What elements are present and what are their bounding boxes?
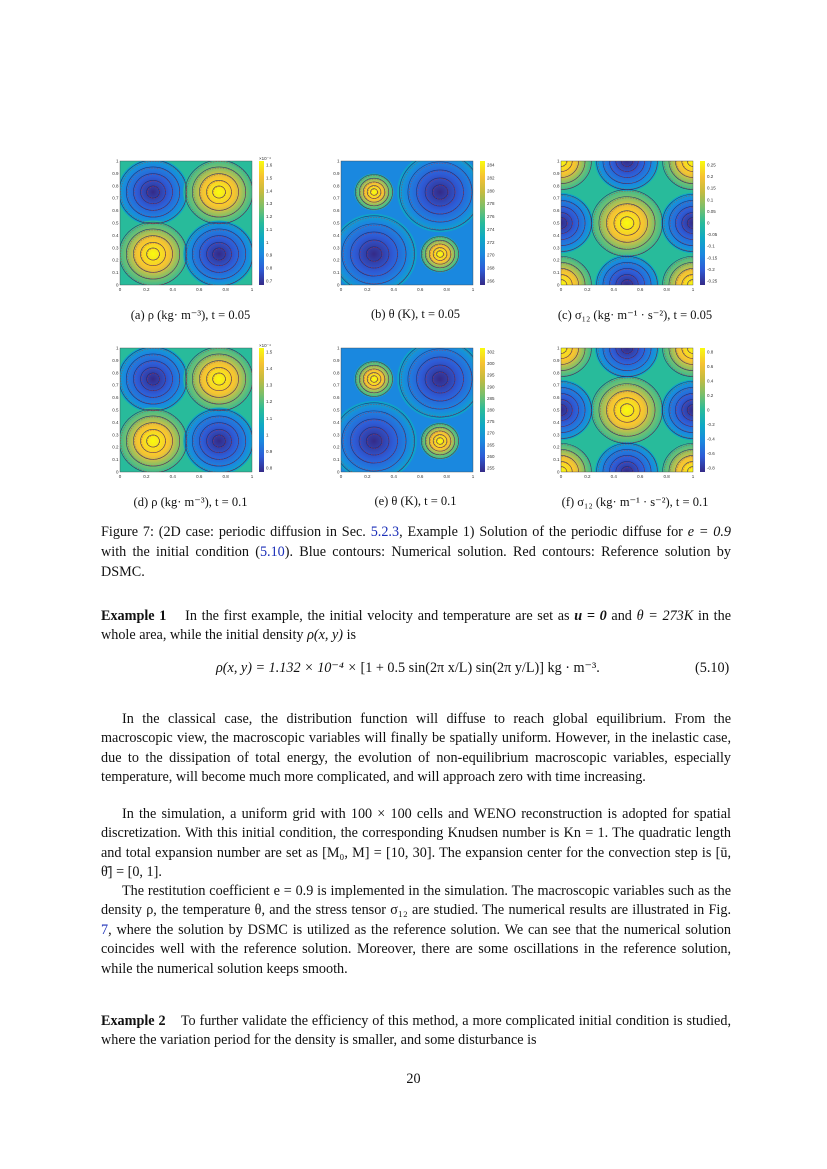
y-tick-label: 0.4 [112, 232, 119, 238]
colorbar-tick-label: 1.1 [266, 226, 273, 232]
colorbar-tick-label: 266 [487, 278, 495, 284]
colorbar-tick-label: 280 [487, 188, 495, 194]
colorbar-tick-label: 1.4 [266, 188, 273, 194]
y-tick-label: 0.9 [333, 170, 340, 176]
colorbar-tick-label: 1.5 [266, 349, 273, 355]
colorbar-tick-label: 0.05 [707, 208, 716, 214]
y-tick-label: 0.8 [553, 183, 560, 189]
paragraph-2: In the simulation, a uniform grid with 100 × 100 cells and WENO reconstruction is adopted for spatial discretization. With this initial condition, the corresponding Knudsen number is Kn = 1. The quadratic length and total expansion number are set as [M₀, M] = [10, 30]. The expansion center for the convection step is [ū, θ̄] = [0, 1]. [101, 806, 731, 881]
colorbar-tick-label: 1.6 [266, 162, 273, 168]
x-tick-label: 0.6 [637, 287, 644, 292]
y-tick-label: 0.6 [333, 395, 340, 401]
y-tick-label: 0.1 [333, 457, 340, 463]
x-tick-label: 0.8 [663, 287, 670, 292]
colorbar-tick-label: 1.5 [266, 175, 273, 181]
colorbar-tick-label: -0.6 [707, 451, 715, 456]
colorbar-tick-label: 0.9 [266, 252, 273, 258]
x-tick-label: 0.6 [417, 474, 424, 479]
equation-number: (5.10) [695, 660, 730, 676]
panel-e [333, 342, 508, 482]
x-tick-label: 0.6 [196, 474, 203, 479]
y-tick-label: 0.3 [333, 245, 340, 251]
colorbar-tick-label: 0.8 [707, 349, 714, 355]
y-tick-label: 1 [556, 158, 560, 164]
y-tick-label: 0.7 [112, 382, 119, 388]
colorbar-tick-label: 255 [487, 465, 495, 471]
y-tick-label: 0.4 [333, 232, 340, 238]
colorbar-tick-label: 1.4 [266, 366, 273, 372]
colorbar-tick-label: -0.4 [707, 436, 715, 442]
x-tick-label: 1 [250, 287, 254, 292]
colorbar-tick-label: -0.2 [707, 422, 715, 427]
y-tick-label: 0 [336, 469, 340, 475]
x-tick-label: 0.4 [610, 287, 617, 292]
colorbar-tick-label: 0.6 [707, 364, 714, 369]
y-tick-label: 0.8 [333, 370, 340, 376]
y-tick-label: 0.3 [112, 432, 119, 438]
y-tick-label: 0.1 [553, 270, 560, 276]
y-tick-label: 1 [115, 345, 119, 351]
colorbar-tick-label: 270 [487, 252, 495, 258]
y-tick-label: 0.7 [333, 382, 340, 388]
x-tick-label: 0.8 [222, 287, 229, 292]
colorbar-tick-label: 276 [487, 214, 495, 220]
x-tick-label: 0.4 [390, 474, 397, 479]
paragraph-1: In the classical case, the distribution function will diffuse to reach global equilibrium. From the macroscopic view, the macroscopic variables will finally be spatially uniform. However, in the inelastic case, due to the dissipation of total energy, the evolution of non-equilibrium macroscopic variables, especially temperature, will become much more complicated, and will approach zero with time increasing. [101, 711, 731, 786]
colorbar-tick-label: 280 [487, 407, 495, 413]
caption-e: (e) θ (K), t = 0.1 [374, 494, 457, 508]
y-tick-label: 0.1 [112, 457, 119, 463]
y-tick-label: 0.4 [553, 419, 560, 425]
caption-c: (c) σ₁₂ (kg· m⁻¹ · s⁻²), t = 0.05 [557, 308, 713, 322]
example-2-intro: Example 2 To further validate the efficiency of this method, a more complicated initial condition is studied, where the variation period for the density is smaller, and some disturbance is [101, 1013, 731, 1049]
y-tick-label: 0.2 [112, 257, 119, 263]
y-tick-label: 0.9 [112, 357, 119, 363]
x-tick-label: 0.8 [443, 474, 450, 479]
y-tick-label: 0.4 [112, 419, 119, 425]
y-tick-label: 1 [115, 158, 119, 164]
colorbar-tick-label: 260 [487, 453, 495, 459]
y-tick-label: 0.8 [112, 370, 119, 376]
colorbar-tick-label: 0.2 [707, 393, 714, 398]
colorbar-tick-label: 0.9 [266, 448, 273, 454]
y-tick-label: 0.2 [333, 444, 340, 450]
y-tick-label: 0.8 [553, 370, 560, 376]
contour-plot-f [553, 342, 728, 482]
y-tick-label: 0.9 [553, 170, 560, 176]
y-tick-label: 0 [336, 282, 340, 288]
x-tick-label: 0.8 [663, 474, 670, 479]
colorbar-tick-label: 285 [487, 395, 495, 401]
y-tick-label: 0.4 [333, 419, 340, 425]
y-tick-label: 0.2 [112, 444, 119, 450]
x-tick-label: 0.2 [364, 287, 371, 292]
colorbar-tick-label: 1.3 [266, 382, 273, 388]
y-tick-label: 0 [115, 282, 119, 288]
panel-b [333, 155, 508, 295]
fig-ref-link[interactable]: 7 [101, 921, 109, 938]
colorbar-tick-label: 284 [487, 162, 495, 168]
x-tick-label: 0.2 [584, 287, 591, 292]
colorbar-tick-label: 275 [487, 419, 495, 425]
colorbar [700, 161, 705, 285]
caption-d: (d) ρ (kg· m⁻³), t = 0.1 [133, 495, 248, 509]
y-tick-label: 0 [115, 469, 119, 475]
y-tick-label: 0.5 [333, 220, 340, 226]
colorbar-tick-label: -0.2 [707, 266, 715, 272]
colorbar-tick-label: -0.1 [707, 243, 715, 249]
y-tick-label: 0.1 [553, 457, 560, 463]
colorbar-tick-label: 1 [266, 432, 269, 438]
colorbar-tick-label: 1.2 [266, 399, 273, 405]
colorbar-tick-label: 1 [266, 239, 269, 245]
x-tick-label: 0 [559, 287, 563, 292]
example-2-label: Example 2 [101, 1013, 166, 1029]
y-tick-label: 0.4 [553, 232, 560, 238]
sec-ref-link[interactable]: 5.2.3 [370, 524, 400, 540]
x-tick-label: 0.2 [364, 474, 371, 479]
y-tick-label: 0.9 [553, 357, 560, 363]
colorbar-tick-label: 0.2 [707, 174, 714, 180]
x-tick-label: 1 [471, 287, 475, 292]
y-tick-label: 0.5 [112, 407, 119, 413]
caption-a: (a) ρ (kg· m⁻³), t = 0.05 [130, 308, 251, 322]
y-tick-label: 1 [556, 345, 560, 351]
y-tick-label: 0.6 [333, 208, 340, 214]
x-tick-label: 0.8 [222, 474, 229, 479]
y-tick-label: 0.6 [112, 395, 119, 401]
colorbar-tick-label: 1.1 [266, 415, 273, 421]
y-tick-label: 0.6 [553, 395, 560, 401]
y-tick-label: 0.1 [333, 270, 340, 276]
panel-f [553, 342, 728, 482]
colorbar [259, 348, 264, 472]
y-tick-label: 1 [336, 345, 340, 351]
x-tick-label: 0.2 [143, 287, 150, 292]
colorbar [480, 161, 485, 285]
x-tick-label: 0.6 [637, 474, 644, 479]
colorbar-tick-label: 1.3 [266, 201, 273, 207]
colorbar [480, 348, 485, 472]
eq-ref-link[interactable]: 5.10 [259, 544, 285, 560]
y-tick-label: 0.2 [553, 257, 560, 263]
x-tick-label: 0.8 [443, 287, 450, 292]
colorbar-tick-label: 268 [487, 265, 495, 271]
colorbar-tick-label: 272 [487, 239, 495, 245]
colorbar-exponent: ×10⁻⁴ [259, 156, 271, 161]
y-tick-label: 0.2 [333, 257, 340, 263]
x-tick-label: 0 [559, 474, 563, 479]
colorbar-tick-label: 274 [487, 226, 495, 232]
figure-caption: Figure 7: (2D case: periodic diffusion in Sec. 5.2.3, Example 1) Solution of the periodic diffuse for e = 0.9 with the initial condition (5.10). Blue contours: Numerical solution. Red contours: Reference solution by DSMC. [101, 524, 732, 580]
y-tick-label: 0.5 [553, 407, 560, 413]
colorbar-tick-label: -0.05 [707, 232, 718, 238]
colorbar-tick-label: 0 [707, 220, 710, 226]
y-tick-label: 0.9 [333, 357, 340, 363]
colorbar-exponent: ×10⁻⁴ [259, 343, 271, 348]
colorbar-tick-label: 290 [487, 384, 495, 390]
colorbar-tick-label: 0.15 [707, 185, 716, 191]
colorbar-tick-label: 1.2 [266, 214, 273, 220]
colorbar [259, 161, 264, 285]
x-tick-label: 0.6 [417, 287, 424, 292]
y-tick-label: 0.2 [553, 444, 560, 450]
example-1-intro: Example 1 In the first example, the initial velocity and temperature are set as u = 0 and θ = 273K in the whole area, while the initial density ρ(x, y) is [101, 608, 731, 644]
y-tick-label: 0.8 [333, 183, 340, 189]
colorbar-tick-label: 270 [487, 430, 495, 436]
colorbar-tick-label: 278 [487, 201, 495, 207]
y-tick-label: 0.5 [553, 220, 560, 226]
colorbar-tick-label: 0.4 [707, 378, 714, 384]
colorbar-tick-label: 0.8 [266, 265, 273, 271]
x-tick-label: 1 [250, 474, 254, 479]
example-1-label: Example 1 [101, 608, 167, 624]
x-tick-label: 0.4 [610, 474, 617, 479]
y-tick-label: 0.9 [112, 170, 119, 176]
colorbar-tick-label: 0.8 [266, 465, 273, 471]
x-tick-label: 0 [339, 287, 343, 292]
colorbar-tick-label: 0 [707, 407, 710, 413]
colorbar-tick-label: 282 [487, 175, 495, 181]
caption-b: (b) θ (K), t = 0.05 [370, 307, 461, 321]
x-tick-label: 0.4 [390, 287, 397, 292]
colorbar-tick-label: 265 [487, 442, 495, 448]
colorbar-tick-label: 0.25 [707, 162, 716, 168]
x-tick-label: 1 [471, 474, 475, 479]
colorbar-tick-label: 0.1 [707, 197, 714, 203]
page-number: 20 [406, 1071, 421, 1087]
y-tick-label: 0 [556, 469, 560, 475]
colorbar-tick-label: -0.8 [707, 465, 715, 471]
colorbar-tick-label: -0.25 [707, 278, 718, 284]
y-tick-label: 0.3 [333, 432, 340, 438]
equation-5-10: ρ(x, y) = 1.132 × 10⁻⁴ × [1 + 0.5 sin(2π x/L) sin(2π y/L)] kg · m⁻³. [216, 660, 600, 676]
paragraph-3: The restitution coefficient e = 0.9 is implemented in the simulation. The macroscopic variables such as the density ρ, the temperature θ, and the stress tensor σ₁₂ are studied. The numerical results are illustrated in Fig. 7, where the solution by DSMC is utilized as the reference solution. We can see that the numerical solution coincides well with the reference solution. Moreover, there are some oscillations in the reference solution, while the numerical solution keeps smooth. [101, 883, 731, 977]
contour-plot-e [333, 342, 508, 482]
y-tick-label: 0.3 [112, 245, 119, 251]
contour-plot-b [333, 155, 508, 295]
x-tick-label: 0 [118, 474, 122, 479]
y-tick-label: 0.5 [112, 220, 119, 226]
x-tick-label: 0.2 [143, 474, 150, 479]
x-tick-label: 0.6 [196, 287, 203, 292]
contour-plot-a [112, 155, 287, 295]
x-tick-label: 0 [339, 474, 343, 479]
x-tick-label: 0.4 [169, 287, 176, 292]
x-tick-label: 0.2 [584, 474, 591, 479]
x-tick-label: 0.4 [169, 474, 176, 479]
colorbar-tick-label: 300 [487, 361, 495, 367]
colorbar [700, 348, 705, 472]
colorbar-tick-label: -0.15 [707, 255, 718, 261]
contour-plot-c [553, 155, 728, 295]
y-tick-label: 1 [336, 158, 340, 164]
y-tick-label: 0.3 [553, 245, 560, 251]
colorbar-tick-label: 295 [487, 372, 495, 378]
panel-d [112, 342, 287, 482]
y-tick-label: 0.5 [333, 407, 340, 413]
colorbar-tick-label: 0.7 [266, 278, 273, 284]
panel-c [553, 155, 728, 295]
x-tick-label: 1 [691, 287, 695, 292]
x-tick-label: 1 [691, 474, 695, 479]
colorbar-tick-label: 302 [487, 349, 495, 355]
y-tick-label: 0.8 [112, 183, 119, 189]
y-tick-label: 0.7 [333, 195, 340, 201]
y-tick-label: 0.3 [553, 432, 560, 438]
x-tick-label: 0 [118, 287, 122, 292]
y-tick-label: 0.1 [112, 270, 119, 276]
contour-plot-d [112, 342, 287, 482]
panel-a [112, 155, 287, 295]
y-tick-label: 0.7 [553, 382, 560, 388]
y-tick-label: 0.7 [112, 195, 119, 201]
y-tick-label: 0 [556, 282, 560, 288]
y-tick-label: 0.6 [553, 208, 560, 214]
y-tick-label: 0.6 [112, 208, 119, 214]
y-tick-label: 0.7 [553, 195, 560, 201]
caption-f: (f) σ₁₂ (kg· m⁻¹ · s⁻²), t = 0.1 [561, 495, 709, 509]
